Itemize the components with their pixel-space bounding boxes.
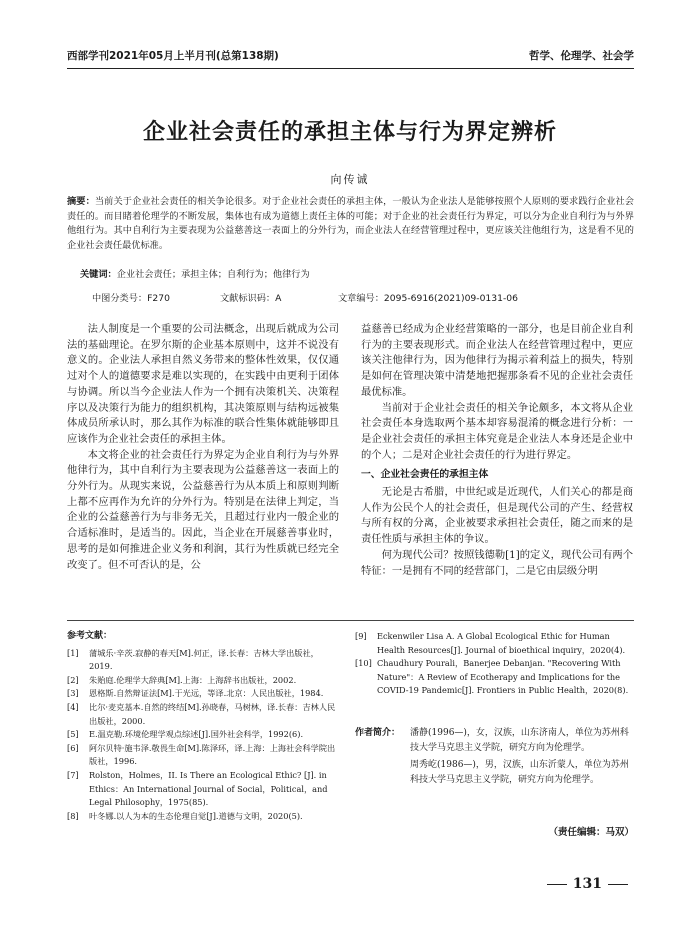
- article-author: 向传诚: [330, 173, 370, 186]
- section-category: 哲学、伦理学、社会学: [529, 50, 634, 62]
- reference-item: [6] 阿尔贝特·施韦泽.敬畏生命[M].陈泽环，译.上海：上海社会科学院出版社，1996.: [67, 742, 336, 767]
- body-paragraph: 益慈善已经成为企业经营策略的一部分，也是目前企业自利行为的主要表现形式。而企业法人在经营管理过程中，更应该关注他律行为，因为他律行为揭示着利益上的损失，特别是如何在管理决策中清楚地把握那条看不见的企业社会责任最优标准。: [361, 323, 633, 398]
- body-paragraph: 无论是古希腊，中世纪或是近现代，人们关心的都是商人作为公民个人的社会责任，但是现代公司的产生、经营权与所有权的分离，企业被要求承担社会责任，随之而来的是责任性质与承担主体的争议。: [361, 486, 633, 546]
- responsible-editor: （责任编辑：马双）: [548, 827, 634, 838]
- reference-item: [8] 叶冬娜.以人为本的生态伦理自觉[J].道德与文明，2020(5).: [67, 810, 303, 821]
- abstract-label: 摘要：: [67, 196, 95, 207]
- body-paragraph: 本文将企业的社会责任行为界定为企业自利行为与外界他律行为，其中自利行为主要表现为公益慈善这一表面上的分外行为。从现实来说，公益慈善行为从本质上和原则判断上都不应再作为允许的分外行为。特别是在法律上判定，当企业的公益慈善行为与非务无关，且超过行业内一般企业的合适标准时，是适当的。因此，当企业在开展慈善事业时，思考的是如何推进企业义务和利润，其行为性质就已经完全改变了。但不可否认的是，公: [67, 448, 339, 571]
- body-paragraph: 当前对于企业社会责任的相关争论颇多，本文将从企业社会责任本身选取两个基本却容易混淆的概念进行分析：一是企业社会责任的承担主体究竟是企业法人本身还是企业中的个人；二是对企业社会责任的行为进行界定。: [361, 401, 633, 461]
- references-left: [67, 630, 342, 823]
- reference-item: [9] Eckenwiler Lisa A. A Global Ecological Ethic for Human Health Resources[J]. Journal of bioethical inquiry，2020(4).: [355, 631, 626, 655]
- body-right-column: [361, 322, 633, 579]
- reference-item: [5] E.温克勒.环境伦理学观点综述[J].国外社会科学，1992(6).: [67, 729, 304, 740]
- document-code: 文献标识码：A: [220, 293, 282, 304]
- references-right: [355, 630, 635, 698]
- page-number: 131: [541, 876, 634, 892]
- section-heading: 一、企业社会责任的承担主体: [361, 469, 489, 481]
- reference-item: [1] 蒲城乐·辛茨.寂静的春天[M].何正，译.长春：吉林大学出版社，2019.: [67, 647, 319, 672]
- abstract: [67, 195, 634, 253]
- author-bio: [355, 726, 635, 790]
- clc-number: 中图分类号：F270: [92, 293, 170, 304]
- body-paragraph: 法人制度是一个重要的公司法概念，出现后就成为公司法的基础理论。在罗尔斯的企业基本原则中，这并不说没有意义的。企业法人承担自然义务带来的整体性效果，仅仅通过对个人的道德要求是难以实现的，在实践中由更利于团体与协调。所以当今企业法人作为一个拥有决策机关、决策程序以及决策行为能力的组织机构，其决策原则与结构远被集体成员所承认时，那么其作为标准的联合性集体就能够即且应该作为企业社会责任的承担主体。: [67, 323, 339, 445]
- body-left-column: [67, 322, 339, 573]
- reference-item: [10] Chaudhury Pourali，Banerjee Debanjan. "Recovering With Nature"：A Review of Ecotherapy and Implications for the COVID-19 Pandemic[J]. Frontiers in Public Health，2020(8).: [355, 658, 629, 696]
- article-number: 文章编号：2095-6916(2021)09-0131-06: [338, 293, 518, 304]
- author-bio-label: 作者简介：: [355, 728, 401, 738]
- author-bio-item: 潘静(1996—)，女，汉族，山东济南人，单位为苏州科技大学马克思主义学院，研究方向为伦理学。: [410, 728, 629, 753]
- keywords: [80, 268, 634, 282]
- abstract-text: 当前关于企业社会责任的相关争论很多。对于企业社会责任的承担主体，一般认为企业法人是能够按照个人原则的要求践行企业社会责任的。而目睹着伦理学的不断发展，集体也有成为道德上责任主体的可能；对于企业的社会责任行为界定，可以分为企业自利行为与外界他组行为。其中自利行为主要表现为公益慈善这一表面上的分外行为，而企业法人在经营管理过程中，更应该关注他组行为，这是看不见的企业社会责任最优标准。: [67, 196, 634, 251]
- reference-item: [4] 比尔·麦克基本.自然的终结[M].孙晓春，马树林，译.长春：吉林人民出版社，2000.: [67, 701, 336, 726]
- references-heading: 参考文献：: [67, 631, 113, 641]
- author-bio-item: 周秀屹(1986—)，男，汉族，山东沂蒙人，单位为苏州科技大学马克思主义学院，研究方向为伦理学。: [410, 760, 629, 785]
- running-header: [67, 48, 634, 66]
- reference-item: [3] 恩格斯.自然辩证法[M].于光远，等译.北京：人民出版社，1984.: [67, 688, 324, 699]
- reference-item: [2] 朱贻庭.伦理学大辞典[M].上海：上海辞书出版社，2002.: [67, 674, 297, 685]
- journal-issue: 西部学刊2021年05月上半月刊(总第138期): [67, 50, 279, 62]
- keywords-label: 关键词：: [80, 269, 117, 280]
- body-paragraph: 何为现代公司？按照钱德勒[1]的定义，现代公司有两个特征：一是拥有不同的经营部门，二是它由层级分明: [361, 548, 634, 577]
- keywords-text: 企业社会责任；承担主体；自利行为；他律行为: [116, 269, 310, 280]
- references-divider: [67, 620, 634, 621]
- article-title: 企业社会责任的承担主体与行为界定辨析: [142, 119, 557, 145]
- reference-item: [7] Rolston，Holmes，II. Is There an Ecological Ethic? [J]. in Ethics：An International Journal of Social，Political，and Legal Philosophy，1975(85).: [67, 769, 328, 808]
- header-divider: [67, 68, 634, 69]
